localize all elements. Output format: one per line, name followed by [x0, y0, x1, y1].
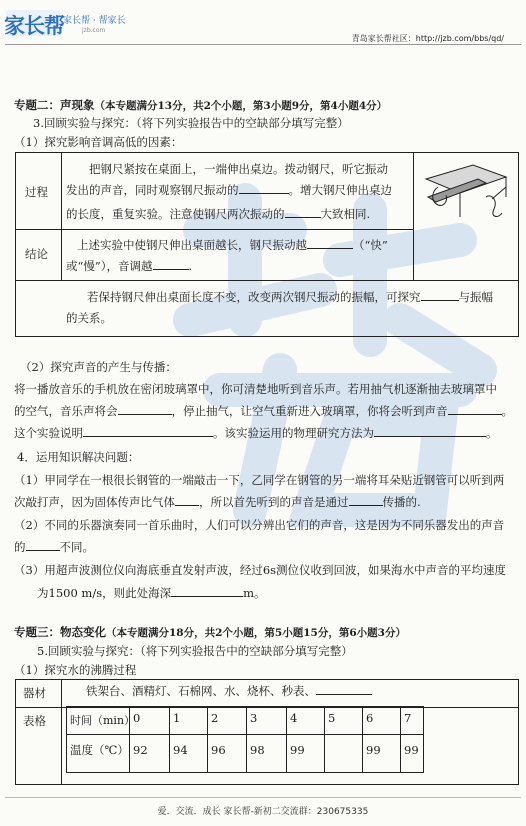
question-text: 的	[14, 540, 26, 554]
paragraph-line	[14, 424, 498, 443]
table-divider	[61, 679, 62, 784]
paragraph-text: ，停止抽气，让空气重新进入玻璃罩，你将会听到声音	[171, 404, 448, 418]
answer-blank[interactable]	[349, 505, 383, 506]
footer-text: 爱．交流．成长 家长帮-新初二交流群：230675335	[157, 807, 369, 817]
temp-cell: 96	[211, 743, 226, 757]
question-line	[14, 493, 421, 512]
question-3: 3.回顾实验与探究：（将下列实验报告中的空缺部分填写完整）	[33, 116, 349, 130]
extra-line	[87, 288, 493, 307]
grid-divider	[169, 706, 170, 772]
process-text: 的长度，重复实验。注意使钢尺两次振动的	[66, 207, 285, 221]
paragraph-text: 。该实验运用的物理研究方法为	[213, 426, 374, 440]
site-name: jzb.com	[82, 27, 106, 34]
time-cell: 7	[404, 711, 412, 725]
grid-divider	[246, 706, 247, 772]
question-line: （2）不同的乐器演奏同一首乐曲时，人们可以分辨出它们的声音，这是因为不同乐器发出的声音	[14, 518, 505, 532]
paragraph-line	[14, 402, 513, 421]
temp-cell: 99	[404, 743, 419, 757]
question-line: （1）甲同学在一根很长钢管的一端敲击一下，乙同学在钢管的另一端将耳朵贴近钢管可以听到两	[14, 473, 505, 487]
question-text: 不同。	[59, 540, 94, 554]
table-divider	[15, 229, 413, 230]
question-text: 传播的.	[382, 495, 421, 509]
section-note: （本专题满分18分，共2个小题，第5小题15分，第6小题3分）	[106, 627, 406, 639]
grid-divider	[400, 706, 401, 772]
subquestion-1: （1）探究影响音调高低的因素：	[14, 135, 183, 149]
question-line	[37, 584, 266, 603]
table-divider	[61, 152, 62, 280]
paragraph-text: 。	[501, 404, 513, 418]
process-text: 。增大钢尺伸出桌边	[288, 183, 392, 197]
temp-cell: 99	[290, 743, 305, 757]
time-cell: 0	[133, 711, 141, 725]
time-cell: 4	[290, 711, 298, 725]
conclusion-label: 结论	[25, 247, 48, 261]
section-title	[14, 96, 387, 116]
question-text: m。	[243, 586, 266, 600]
process-line	[66, 205, 370, 224]
conclusion-text: .	[188, 259, 193, 273]
question-line: （3）用超声波测位仪向海底垂直发射声波，经过6s测位仪收到回波，如果海水中声音的平均速度	[14, 563, 507, 577]
question-4: 4．运用知识解决问题：	[17, 450, 140, 464]
extra-text: 与振幅	[458, 290, 493, 304]
answer-blank[interactable]	[175, 505, 199, 506]
extra-line: 的关系。	[66, 311, 112, 325]
paragraph-line: 将一播放音乐的手机放在密闭玻璃罩中，你可清楚地听到音乐声。若用抽气机逐渐抽去玻璃罩中	[14, 382, 497, 396]
community-link[interactable]: 青岛家长帮社区：http://jzb.com/bbs/qd/	[351, 34, 504, 43]
answer-blank[interactable]	[239, 193, 289, 194]
conclusion-text: 上述实验中使钢尺伸出桌面越长，钢尺振动越	[77, 238, 307, 252]
table-divider	[413, 152, 414, 280]
grid-divider	[362, 706, 363, 772]
question-5: 5.回顾实验与探究：（将下列实验报告中的空缺部分填写完整）	[37, 644, 353, 658]
paragraph-text: 这个实验说明	[14, 426, 83, 440]
process-text: 大致相同.	[320, 207, 371, 221]
time-cell: 1	[173, 711, 181, 725]
process-label: 过程	[25, 185, 48, 199]
question-text: 次敲打声，因为固体传声比气体	[14, 495, 175, 509]
section-title	[14, 623, 406, 643]
grid-divider	[324, 706, 325, 772]
answer-blank[interactable]	[83, 436, 213, 437]
answer-blank[interactable]	[307, 248, 353, 249]
ruler-experiment-icon	[418, 157, 513, 225]
time-cell: 6	[366, 711, 374, 725]
table-label: 表格	[23, 714, 46, 728]
time-cell: 2	[211, 711, 219, 725]
process-line: 把钢尺紧按在桌面上，一端伸出桌边。拨动钢尺，听它振动	[89, 162, 388, 176]
question-text: ，所以首先听到的声音是通过	[199, 495, 349, 509]
section-heading: 专题三：物态变化	[14, 625, 106, 639]
conclusion-text: 或“慢”），音调越	[66, 259, 153, 273]
answer-blank[interactable]	[421, 300, 459, 301]
temp-cell: 98	[250, 743, 265, 757]
equipment-text: 铁架台、酒精灯、石棉网、水、烧杯、秒表、	[86, 684, 316, 698]
subquestion-1: （1）探究水的沸腾过程	[14, 663, 137, 677]
conclusion-text: （“快”	[353, 238, 388, 252]
question-text: 为1500 m/s，则此处海深	[37, 586, 172, 600]
answer-blank[interactable]	[374, 436, 486, 437]
temp-cell: 92	[133, 743, 148, 757]
subquestion-2: （2）探究声音的产生与传播：	[20, 360, 177, 374]
time-cell: 5	[328, 711, 336, 725]
table-divider	[15, 280, 518, 281]
temp-label: 温度（℃）	[70, 743, 129, 757]
conclusion-line	[77, 236, 388, 255]
equipment-label: 器材	[23, 686, 46, 700]
time-label: 时间（min）	[70, 714, 136, 727]
grid-divider	[207, 706, 208, 772]
header-divider	[5, 44, 521, 45]
question-line	[14, 538, 94, 557]
answer-blank[interactable]	[118, 414, 172, 415]
section-heading: 专题二：声现象	[14, 98, 95, 112]
answer-blank[interactable]	[316, 694, 372, 695]
answer-blank[interactable]	[448, 414, 502, 415]
answer-blank[interactable]	[153, 269, 189, 270]
process-text: 发出的声音，同时观察钢尺振动的	[66, 183, 239, 197]
paragraph-text: 。	[486, 426, 498, 440]
answer-blank[interactable]	[285, 217, 321, 218]
logo-text: 家长帮	[4, 14, 64, 38]
equipment-line	[86, 682, 372, 701]
temp-cell: 99	[366, 743, 381, 757]
footer-divider	[5, 797, 521, 798]
grid-divider	[286, 706, 287, 772]
slogan: 家长帮 · 帮家长	[63, 16, 126, 26]
paragraph-text: 的空气，音乐声将会	[14, 404, 118, 418]
extra-text: 若保持钢尺伸出桌面长度不变，改变两次钢尺振动的振幅，可探究	[87, 290, 421, 304]
time-cell: 3	[250, 711, 258, 725]
answer-blank[interactable]	[171, 596, 243, 597]
conclusion-line	[66, 257, 192, 276]
process-line	[66, 181, 392, 200]
answer-blank[interactable]	[26, 550, 60, 551]
section-note: （本专题满分13分，共2个小题，第3小题9分，第4小题4分）	[94, 100, 388, 112]
temp-cell: 94	[173, 743, 188, 757]
